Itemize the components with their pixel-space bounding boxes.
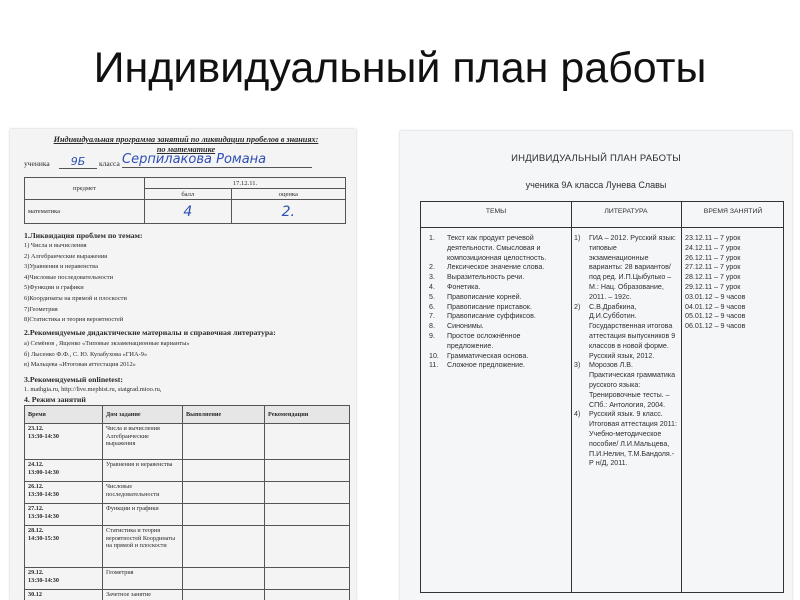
schedule-topic: Числа и вычисления Алгебраические выражения	[103, 424, 183, 460]
list-number: 3.	[429, 273, 435, 282]
left-doc-heading: Индивидуальная программа занятий по ликвидации пробелов в знаниях: по математике	[53, 135, 319, 154]
section2-item: в) Мальцева «Итоговая аттестация 2012»	[24, 361, 136, 369]
right-doc-title: ИНДИВИДУАЛЬНЫЙ ПЛАН РАБОТЫ	[511, 153, 681, 164]
section2-item: б) Лысенко Ф.Ф., С. Ю. Кулабухова «ГИА-9»	[24, 350, 148, 358]
schedule-time: 26.12. 13:30-14:30	[25, 482, 103, 504]
grade-subject-header: предмет	[25, 178, 145, 200]
topic-item: 11. Сложное предложение.	[429, 361, 526, 370]
table-row	[25, 590, 350, 600]
plan-table-header	[421, 202, 783, 228]
literature-item: 1) ГИА – 2012. Русский язык: типовые экзаменационные варианты: 28 вариантов/ под ред. И.П.Цыбулько – М.: Нац. Образование, 2011. – 192с.	[574, 234, 676, 301]
schedule-topic: Зачетное занятие	[103, 590, 183, 600]
schedule-recommendation-cell	[265, 460, 350, 482]
schedule-recommendation-cell	[265, 568, 350, 590]
schedule-topic: Числовые последовательности	[103, 482, 183, 504]
grade-mark-header: оценка	[231, 189, 345, 200]
time-item: 05.01.12 – 9 часов	[685, 312, 746, 321]
list-number: 8.	[429, 322, 435, 331]
list-number: 4)	[574, 410, 581, 419]
topic-item: 3. Выразительность речи.	[429, 273, 525, 282]
section1-item: 5)Функции и графики	[24, 284, 84, 292]
literature-column	[574, 234, 678, 469]
section1-title: 1.Ликвидация проблем по темам:	[24, 231, 143, 240]
schedule-topic: Функции и графики	[103, 504, 183, 526]
schedule-header-recommendations: Рекомендации	[265, 406, 350, 424]
schedule-time: 28.12. 14:30-15:30	[25, 526, 103, 568]
slide-title: Индивидуальный план работы	[93, 44, 707, 92]
topic-item: 1. Текст как продукт речевой деятельности. Смысловая и композиционная целостность.	[429, 234, 547, 262]
time-item: 29.12.11 – 7 урок	[685, 282, 741, 291]
section2-list	[24, 339, 190, 371]
schedule-recommendation-cell	[265, 526, 350, 568]
class-label: класса	[99, 159, 120, 168]
topic-item: 9. Простое осложнённое предложение.	[429, 331, 521, 350]
schedule-header-time: Время	[25, 406, 103, 424]
right-doc-subtitle: ученика 9А класса Лунева Славы	[525, 180, 667, 190]
schedule-done-cell	[183, 482, 265, 504]
table-row	[25, 526, 350, 568]
section4-title: 4. Режим занятий	[24, 395, 86, 404]
schedule-topic: Статистика и теория вероятностей Координаты на прямой и плоскости	[103, 526, 183, 568]
section1-item: 2) Алгебраические выражения	[24, 252, 108, 260]
topics-column	[429, 234, 567, 371]
list-number: 11.	[429, 361, 439, 370]
header-topics: ТЕМЫ	[485, 208, 507, 215]
table-row	[25, 568, 350, 590]
list-number: 2.	[429, 263, 435, 272]
topic-item: 4. Фонетика.	[429, 282, 481, 291]
table-row	[25, 424, 350, 460]
topic-item: 5. Правописание корней.	[429, 292, 522, 301]
list-number: 1)	[574, 234, 581, 242]
schedule-recommendation-cell	[265, 424, 350, 460]
plan-table	[420, 201, 784, 593]
schedule-topic: Геометрия	[103, 568, 183, 590]
section1-item: 7)Геометрия	[24, 305, 58, 313]
time-item: 06.01.12 – 9 часов	[685, 322, 746, 331]
grade-score-header: балл	[145, 189, 232, 200]
literature-item: 4) Русский язык. 9 класс. Итоговая аттестация 2011: Учебно-методическое пособие/ Л.И.Мальцева, П.И.Нелин, Т.М.Бандоля.- Р н/Д, 2011.	[574, 410, 677, 468]
schedule-time: 30.12	[25, 590, 103, 600]
schedule-done-cell	[183, 424, 265, 460]
schedule-topic: Уравнения и неравенства	[103, 460, 183, 482]
times-column	[685, 234, 783, 332]
literature-item: 2) С.В.Драбкина, Д.И.Субботин. Государственная итогова аттестация выпускников 9 классов в новой форме. Русский язык, 2012.	[574, 302, 676, 360]
time-item: 28.12.11 – 7 урок	[685, 273, 741, 282]
section2-item: а) Семёнов , Ященко «Типовые экзаменационные варианты»	[24, 340, 190, 347]
schedule-time: 29.12. 13:30-14:30	[25, 568, 103, 590]
time-item: 23.12.11 – 7 урок	[685, 234, 741, 242]
topic-item: 6. Правописание приставок.	[429, 302, 532, 311]
table-row	[25, 504, 350, 526]
list-number: 4.	[429, 282, 435, 291]
table-row	[25, 460, 350, 482]
list-number: 2)	[574, 302, 581, 311]
time-item: 03.01.12 – 9 часов	[685, 292, 746, 301]
section1-item: 8)Статистика и теория вероятностей	[24, 316, 124, 324]
schedule-header-done: Выполнение	[183, 406, 265, 424]
topic-item: 10. Грамматическая основа.	[429, 351, 529, 360]
list-number: 1.	[429, 234, 435, 242]
student-class-handwritten: 9Б	[59, 155, 97, 169]
schedule-recommendation-cell	[265, 482, 350, 504]
topic-item: 2. Лексическое значение слова.	[429, 263, 545, 272]
grade-table	[24, 177, 346, 224]
time-item: 24.12.11 – 7 урок	[685, 243, 741, 252]
schedule-recommendation-cell	[265, 504, 350, 526]
grade-date: 17.12.11.	[145, 178, 346, 189]
list-number: 10.	[429, 351, 439, 360]
section3-text: 1. mathgia.ru, http://live.mephist.ru, statgrad.mioo.ru,	[24, 386, 162, 393]
list-number: 6.	[429, 302, 435, 311]
section1-item: 1) Числа и вычисления	[24, 242, 87, 249]
header-time: ВРЕМЯ ЗАНЯТИЙ	[703, 208, 763, 215]
list-number: 9.	[429, 331, 435, 340]
topic-item: 7. Правописание суффиксов.	[429, 312, 536, 321]
schedule-time: 23.12. 13:30-14:30	[25, 424, 103, 460]
schedule-done-cell	[183, 460, 265, 482]
schedule-recommendation-cell	[265, 590, 350, 600]
schedule-done-cell	[183, 568, 265, 590]
table-row	[25, 482, 350, 504]
list-number: 5.	[429, 292, 435, 301]
header-literature: ЛИТЕРАТУРА	[604, 208, 648, 215]
grade-score: 4	[145, 200, 232, 224]
column-divider	[681, 202, 682, 592]
schedule-done-cell	[183, 590, 265, 600]
section3-title: 3.Рекомендуемый onlinetest:	[24, 375, 123, 384]
section1-item: 4)Числовые последовательности	[24, 273, 114, 281]
schedule-done-cell	[183, 526, 265, 568]
grade-mark: 2.	[231, 200, 345, 224]
grade-subject: математика	[25, 200, 145, 224]
student-name-handwritten: Серпилакова Романа	[122, 152, 312, 168]
column-divider	[571, 202, 572, 592]
section1-item: 3)Уравнения и неравенства	[24, 263, 98, 271]
schedule-time: 27.12. 13:30-14:30	[25, 504, 103, 526]
schedule-header-homework: Дом задание	[103, 406, 183, 424]
literature-item: 3) Морозов Л.В. Практическая грамматика русского языка: Тренировочные тесты. – СПб.: Антология, 2004.	[574, 361, 676, 409]
topic-item: 8. Синонимы.	[429, 322, 484, 331]
schedule-time: 24.12. 13:00-14:30	[25, 460, 103, 482]
section1-item: 6)Координаты на прямой и плоскости	[24, 294, 127, 302]
time-item: 27.12.11 – 7 урок	[685, 263, 741, 272]
list-number: 3)	[574, 361, 581, 370]
time-item: 26.12.11 – 7 урок	[685, 253, 741, 262]
section2-title: 2.Рекомендуемые дидактические материалы и справочная литература:	[24, 328, 276, 337]
right-scanned-document	[400, 131, 792, 600]
time-item: 04.01.12 – 9 часов	[685, 302, 746, 311]
left-scanned-document	[10, 129, 356, 600]
list-number: 7.	[429, 312, 435, 321]
schedule-done-cell	[183, 504, 265, 526]
schedule-table	[24, 405, 350, 600]
student-label: ученика	[24, 159, 50, 168]
section1-list	[24, 241, 127, 326]
